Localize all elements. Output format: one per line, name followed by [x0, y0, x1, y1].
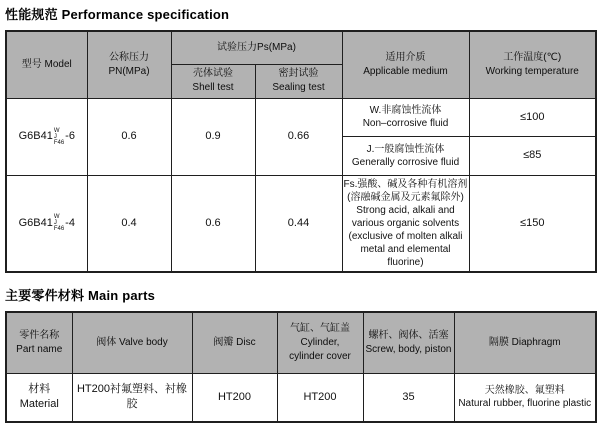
header-diaphragm: 隔膜 Diaphragm: [454, 312, 596, 374]
header-sealing-test-en: Sealing test: [272, 82, 325, 93]
header-nominal-pressure-zh: 公称压力: [109, 51, 149, 63]
cell-diaphragm-material: [454, 374, 596, 422]
table-row: [6, 175, 596, 272]
performance-section-title: 性能规范 Performance specification: [5, 7, 230, 22]
cell-temp-1a: ≤100: [469, 98, 596, 136]
model-code-2: G6B41 W J F46 -4: [18, 214, 75, 232]
header-cylinder-en2: cylinder cover: [289, 350, 351, 362]
header-part-name: [6, 312, 72, 374]
header-shell-test-zh: 壳体试验: [193, 68, 233, 79]
header-applicable-medium-en: Applicable medium: [363, 65, 448, 77]
cell-sealing-1: 0.66: [255, 98, 342, 175]
medium-2-zh1: Fs.强酸、碱及各种有机溶剂: [343, 178, 468, 190]
header-test-pressure: 试验压力Ps(MPa): [171, 31, 342, 64]
parts-header-row: [6, 312, 596, 374]
cell-shell-2: 0.6: [171, 175, 255, 272]
cell-medium-2: [342, 175, 469, 272]
cell-cylinder-material: HT200: [277, 374, 363, 422]
medium-1a-zh: W.非腐蚀性流体: [369, 105, 442, 116]
header-nominal-pressure: [87, 31, 171, 98]
header-cylinder-zh: 气缸、气缸盖: [290, 322, 350, 334]
header-part-name-zh: 零件名称: [19, 329, 60, 341]
cell-screw-material: 35: [363, 374, 454, 422]
performance-header-row-1: [6, 31, 596, 64]
cell-medium-1a: [342, 98, 469, 136]
header-working-temperature-en: Working temperature: [485, 65, 579, 77]
medium-2-en: Strong acid, alkali and various organic solvents (exclusive of molten alkali metal and elemental fluorine): [348, 204, 463, 268]
header-working-temperature-zh: 工作温度(℃): [503, 51, 562, 63]
table-row: [6, 374, 596, 422]
header-part-name-en: Part name: [16, 343, 63, 355]
header-cylinder: [277, 312, 363, 374]
header-shell-test: [171, 64, 255, 98]
header-cylinder-en1: Cylinder,: [300, 336, 340, 348]
cell-model-2: [6, 175, 87, 272]
diaphragm-material-en: Natural rubber, fluorine plastic: [458, 398, 592, 410]
diaphragm-material-zh: 天然橡胶、氟塑料: [484, 384, 565, 396]
header-applicable-medium-zh: 适用介质: [385, 51, 426, 63]
header-disc: 阀瓣 Disc: [192, 312, 277, 374]
main-parts-section-title: 主要零件材料 Main parts: [5, 287, 156, 303]
cell-disc-material: HT200: [192, 374, 277, 422]
cell-pn-1: 0.6: [87, 98, 171, 175]
cell-material-label: 材料 Material: [6, 374, 72, 422]
header-sealing-test-zh: 密封试验: [278, 68, 319, 79]
cell-medium-1b: [342, 136, 469, 175]
performance-table: [5, 30, 597, 273]
model-variant-stack: W J F46: [53, 214, 65, 232]
model-variant-stack: W J F46: [53, 127, 65, 146]
header-nominal-pressure-en: PN(MPa): [108, 65, 150, 77]
header-shell-test-en: Shell test: [192, 82, 234, 93]
header-applicable-medium: [342, 31, 469, 98]
table-row: [6, 98, 596, 136]
header-model: 型号 Model: [6, 31, 87, 98]
cell-model-1: [6, 98, 87, 175]
main-parts-table: [5, 311, 597, 423]
header-screw-zh: 螺杆、阀体、活塞: [368, 329, 449, 341]
header-working-temperature: [469, 31, 596, 98]
header-screw-en: Screw, body, piston: [365, 343, 452, 355]
cell-temp-1b: ≤85: [469, 136, 596, 175]
cell-temp-2: ≤150: [469, 175, 596, 272]
cell-valve-body-material: HT200衬氟塑料、衬橡胶: [72, 374, 192, 422]
medium-1b-zh: J.一般腐蚀性流体: [366, 143, 445, 155]
medium-1a-en: Non–corrosive fluid: [362, 118, 449, 129]
header-valve-body: 阀体 Valve body: [72, 312, 192, 374]
cell-shell-1: 0.9: [171, 98, 255, 175]
header-screw-body-piston: [363, 312, 454, 374]
medium-2-zh2: (溶融碱金属及元素氟除外): [347, 191, 464, 203]
header-sealing-test: [255, 64, 342, 98]
cell-pn-2: 0.4: [87, 175, 171, 272]
medium-1b-en: Generally corrosive fluid: [351, 156, 460, 168]
model-code-1: G6B41 W J F46 -6: [18, 127, 75, 146]
cell-sealing-2: 0.44: [255, 175, 342, 272]
